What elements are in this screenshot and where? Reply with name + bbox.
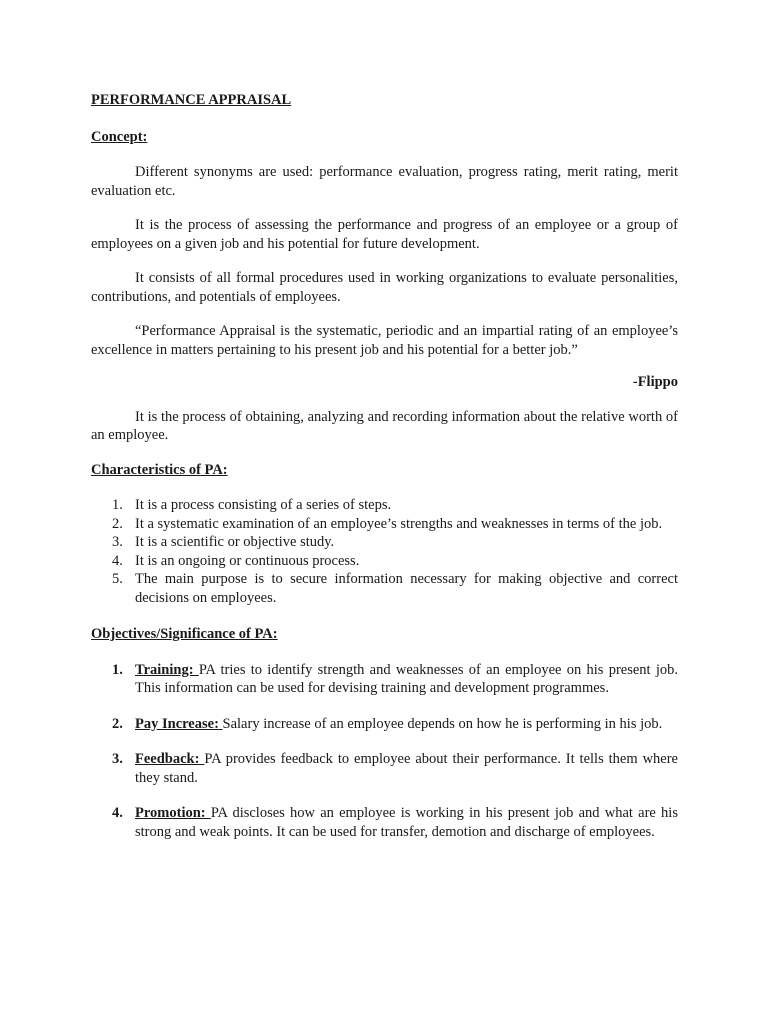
concept-quote: “Performance Appraisal is the systematic, periodic and an impartial rating of an employee’s excellence in matters pertaining to his present job and his potential for a better job.”	[91, 323, 678, 358]
concept-paragraph-closing: It is the process of obtaining, analyzing and recording information about the relative worth of an employee.	[91, 408, 678, 443]
list-item-number: 3.	[112, 751, 123, 767]
list-item-text: It a systematic examination of an employee’s strengths and weaknesses in terms of the job.	[135, 515, 663, 532]
list-item-number: 2.	[112, 715, 123, 732]
list-item	[112, 804, 678, 841]
list-item-number: 4.	[112, 805, 123, 821]
list-item	[112, 515, 678, 534]
characteristics-heading: Characteristics of PA:	[91, 461, 228, 478]
list-item	[112, 750, 678, 787]
document-page	[91, 91, 678, 858]
quote-attribution: -Flippo	[632, 374, 678, 390]
list-item-text: It is a scientific or objective study.	[135, 534, 335, 550]
list-item	[112, 552, 678, 571]
objective-term-promotion: Promotion:	[135, 805, 211, 821]
concept-heading: Concept:	[91, 128, 148, 145]
document-title: PERFORMANCE APPRAISAL	[91, 92, 292, 108]
list-item-number: 1.	[112, 497, 123, 513]
list-item-number: 3.	[112, 534, 123, 550]
list-item-number: 5.	[112, 571, 123, 587]
list-item-text: The main purpose is to secure information necessary for making objective and correct decisions on employees.	[135, 571, 678, 606]
objectives-list	[91, 661, 678, 842]
concept-paragraph-process: It is the process of assessing the performance and progress of an employee or a group of employees on a given job and his potential for future development.	[91, 217, 678, 252]
objective-term-training: Training:	[135, 661, 199, 678]
list-item-text: PA discloses how an employee is working in his present job and what are his strong and weak points. It can be used for transfer, demotion and discharge of employees.	[135, 805, 678, 840]
list-item	[112, 570, 678, 607]
concept-paragraph-synonyms: Different synonyms are used: performance evaluation, progress rating, merit rating, merit evaluation etc.	[91, 164, 678, 199]
list-item-number: 4.	[112, 552, 123, 569]
list-item-number: 1.	[112, 661, 123, 678]
list-item	[112, 533, 678, 552]
objectives-heading: Objectives/Significance of PA:	[91, 626, 278, 642]
characteristics-list	[91, 496, 678, 607]
concept-paragraph-procedures: It consists of all formal procedures used in working organizations to evaluate personalities, contributions, and potentials of employees.	[91, 270, 678, 305]
list-item	[112, 661, 678, 698]
list-item-number: 2.	[112, 515, 123, 532]
list-item	[112, 496, 678, 515]
list-item-text: It is a process consisting of a series of steps.	[135, 497, 392, 513]
list-item-text: PA tries to identify strength and weaknesses of an employee on his present job. This information can be used for devising training and development programmes.	[135, 661, 678, 696]
objective-term-pay-increase: Pay Increase:	[135, 715, 223, 732]
list-item-text: PA provides feedback to employee about their performance. It tells them where they stand.	[135, 751, 678, 786]
list-item-text: Salary increase of an employee depends on how he is performing in his job.	[222, 715, 663, 732]
objective-term-feedback: Feedback:	[135, 751, 205, 767]
list-item	[112, 715, 678, 734]
list-item-text: It is an ongoing or continuous process.	[135, 552, 360, 569]
